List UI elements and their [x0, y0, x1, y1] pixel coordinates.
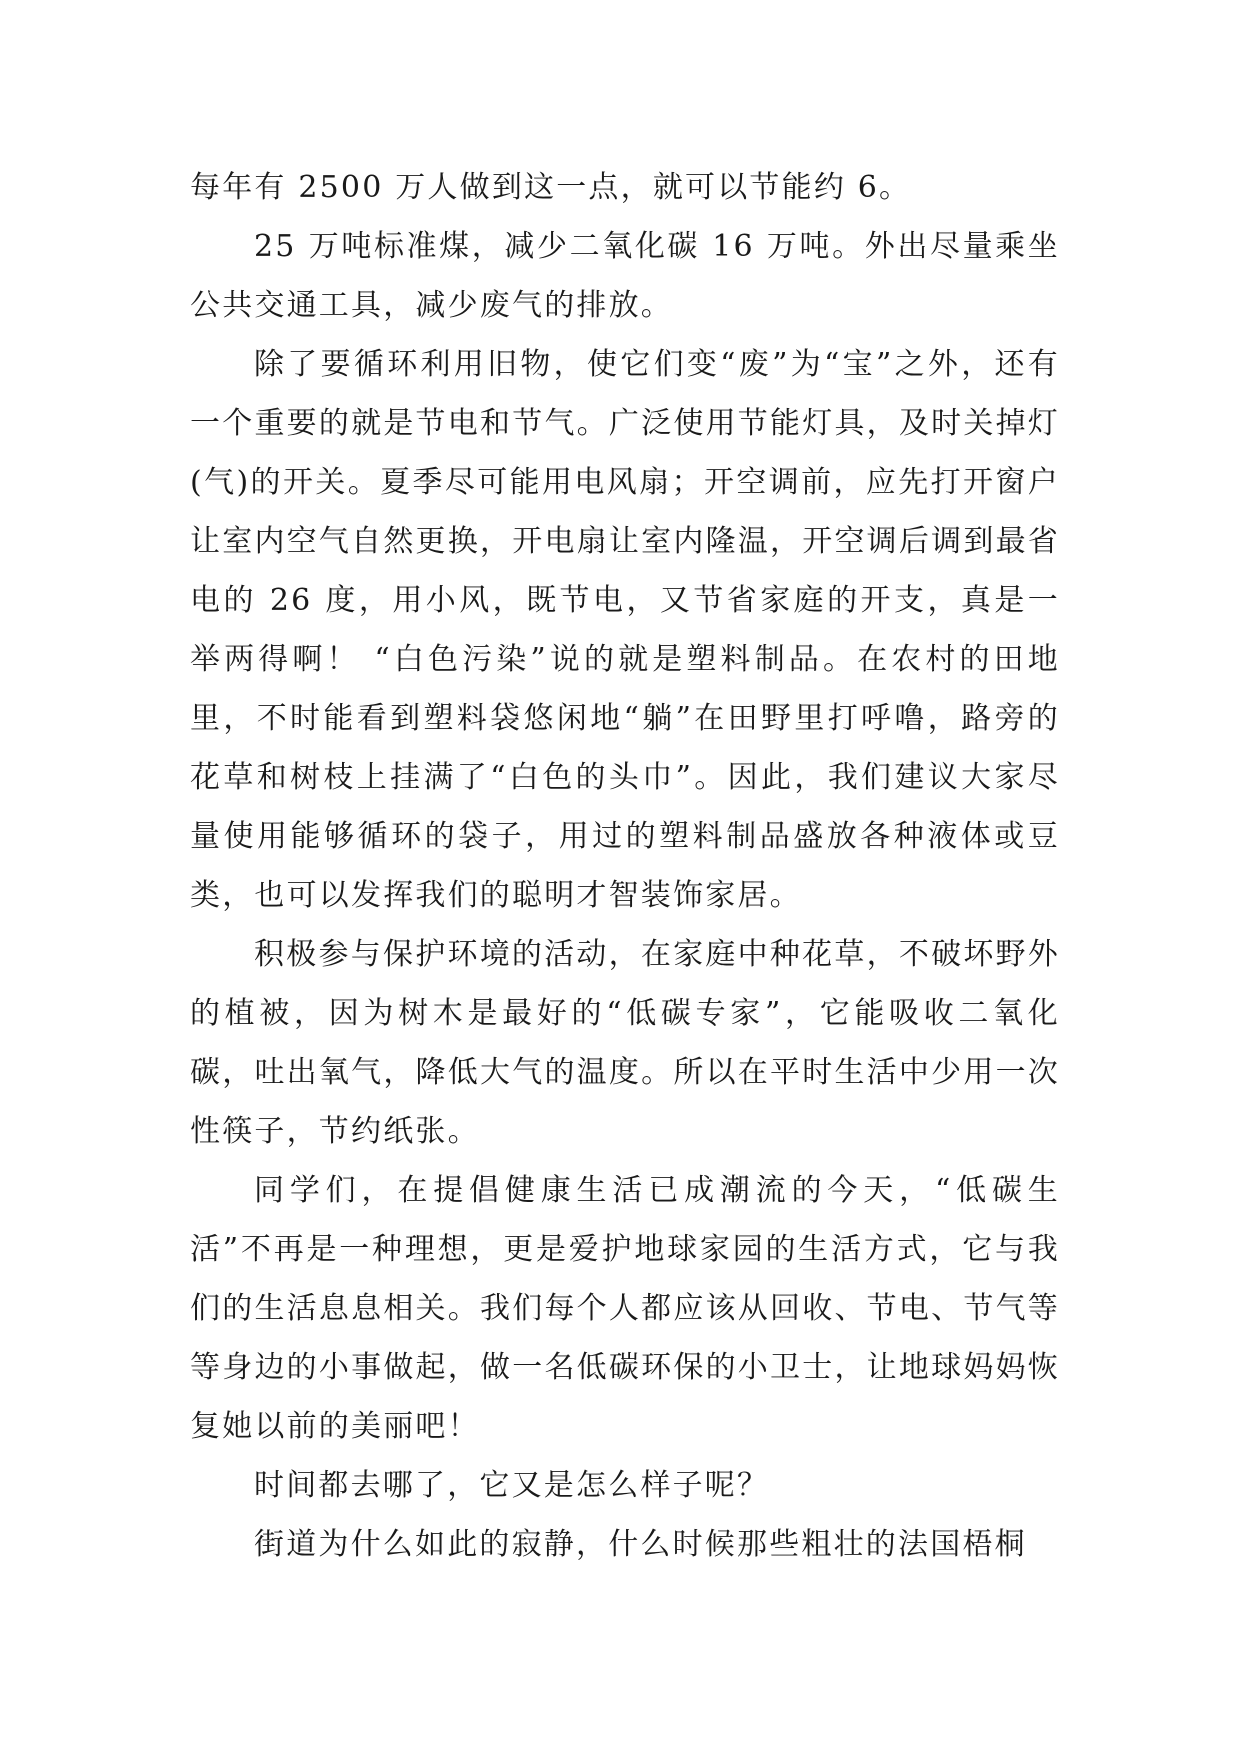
paragraph: 25 万吨标准煤，减少二氧化碳 16 万吨。外出尽量乘坐公共交通工具，减少废气的排放。: [190, 229, 1060, 323]
paragraph: 积极参与保护环境的活动，在家庭中种花草，不破坏野外的植被，因为树木是最好的“低碳专家”，它能吸收二氧化碳，吐出氧气，降低大气的温度。所以在平时生活中少用一次性筷子，节约纸张。: [190, 937, 1060, 1149]
paragraph: 除了要循环利用旧物，使它们变“废”为“宝”之外，还有一个重要的就是节电和节气。广泛使用节能灯具，及时关掉灯(气)的开关。夏季尽可能用电风扇；开空调前，应先打开窗户让室内空气自然更换，开电扇让室内隆温，开空调后调到最省电的 26 度，用小风，既节电，又节省家庭的开支，真是一举两得啊！ “白色污染”说的就是塑料制品。在农村的田地里，不时能看到塑料袋悠闲地“躺”在田野里打呼噜，路旁的花草和树枝上挂满了“白色的头巾”。因此，我们建议大家尽量使用能够循环的袋子，用过的塑料制品盛放各种液体或豆类，也可以发挥我们的聪明才智装饰家居。: [190, 347, 1060, 913]
paragraph: 每年有 2500 万人做到这一点，就可以节能约 6。: [190, 170, 912, 205]
paragraph: 街道为什么如此的寂静，什么时候那些粗壮的法国梧桐: [254, 1527, 1027, 1562]
paragraph: 同学们，在提倡健康生活已成潮流的今天，“低碳生活”不再是一种理想，更是爱护地球家园的生活方式，它与我们的生活息息相关。我们每个人都应该从回收、节电、节气等等身边的小事做起，做一名低碳环保的小卫士，让地球妈妈恢复她以前的美丽吧！: [190, 1173, 1060, 1444]
paragraph: 时间都去哪了，它又是怎么样子呢？: [254, 1468, 770, 1503]
body-text: [190, 158, 1060, 1574]
